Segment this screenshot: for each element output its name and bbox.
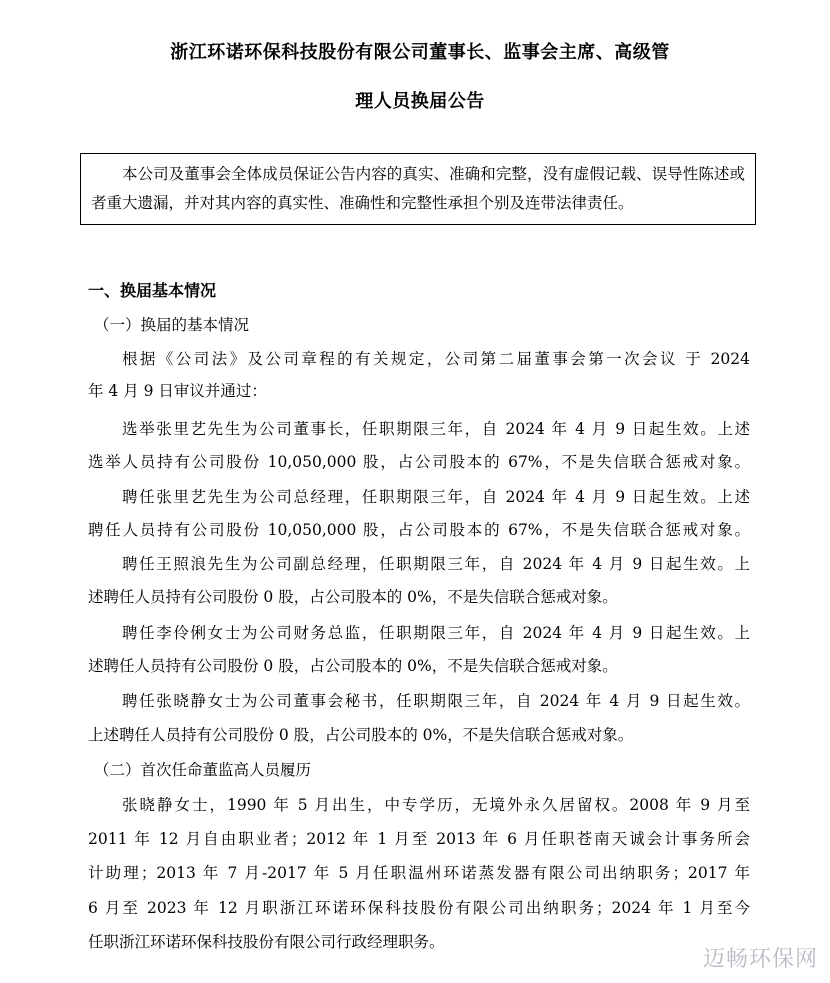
document-title-line-2: 理人员换届公告	[355, 91, 485, 112]
subsection-heading-1: （一）换届的基本情况	[94, 316, 250, 334]
paragraph-resume-line-2: 2011 年 12 月自由职业者；2012 年 1 月至 2013 年 6 月任职苍南天诚会计事务所会	[88, 830, 750, 848]
site-watermark: 迈畅环保网	[702, 947, 818, 972]
paragraph-gm-line-1: 聘任张里艺先生为公司总经理，任职期限三年，自 2024 年 4 月 9 日起生效。上述	[122, 488, 750, 506]
paragraph-resume-line-5: 任职浙江环诺环保科技股份有限公司行政经理职务。	[88, 933, 445, 951]
document-title-line-1: 浙江环诺环保科技股份有限公司董事长、监事会主席、高级管	[170, 42, 670, 63]
paragraph-secretary-line-2: 上述聘任人员持有公司股份 0 股，占公司股本的 0%，不是失信联合惩戒对象。	[88, 726, 634, 744]
paragraph-cfo-line-2: 述聘任人员持有公司股份 0 股，占公司股本的 0%，不是失信联合惩戒对象。	[88, 657, 618, 675]
paragraph-resume-line-4: 6 月至 2023 年 12 月职浙江环诺环保科技股份有限公司出纳职务；2024 年 1 月至今	[88, 899, 750, 917]
section-heading-1: 一、换届基本情况	[88, 281, 217, 300]
paragraph-chairman-line-2: 选举人员持有公司股份 10,050,000 股，占公司股本的 67%，不是失信联合惩戒对象。	[88, 453, 750, 471]
paragraph-basis-line-1: 根据《公司法》及公司章程的有关规定，公司第二届董事会第一次会议 于 2024	[122, 350, 750, 368]
paragraph-resume-line-3: 计助理；2013 年 7 月-2017 年 5 月任职温州环诺蒸发器有限公司出纳职务；2017 年	[88, 864, 750, 882]
paragraph-gm-line-2: 聘任人员持有公司股份 10,050,000 股，占公司股本的 67%，不是失信联合惩戒对象。	[88, 521, 750, 539]
paragraph-resume-line-1: 张晓静女士，1990 年 5 月出生，中专学历，无境外永久居留权。2008 年 9 月至	[122, 796, 750, 814]
paragraph-basis-line-2: 年 4 月 9 日审议并通过：	[88, 382, 267, 400]
paragraph-cfo-line-1: 聘任李伶俐女士为公司财务总监，任职期限三年，自 2024 年 4 月 9 日起生效。上	[122, 624, 750, 642]
paragraph-deputy-line-1: 聘任王照浪先生为公司副总经理，任职期限三年，自 2024 年 4 月 9 日起生效。上	[122, 555, 750, 573]
disclaimer-notice-box: 本公司及董事会全体成员保证公告内容的真实、准确和完整，没有虚假记载、误导性陈述或者重大遗漏，并对其内容的真实性、准确性和完整性承担个别及连带法律责任。	[80, 153, 756, 225]
paragraph-secretary-line-1: 聘任张晓静女士为公司董事会秘书，任职期限三年，自 2024 年 4 月 9 日起生效。	[122, 692, 750, 710]
paragraph-chairman-line-1: 选举张里艺先生为公司董事长，任职期限三年，自 2024 年 4 月 9 日起生效。上述	[122, 420, 750, 438]
paragraph-deputy-line-2: 述聘任人员持有公司股份 0 股，占公司股本的 0%，不是失信联合惩戒对象。	[88, 588, 618, 606]
subsection-heading-2: （二）首次任命董监高人员履历	[94, 761, 312, 779]
